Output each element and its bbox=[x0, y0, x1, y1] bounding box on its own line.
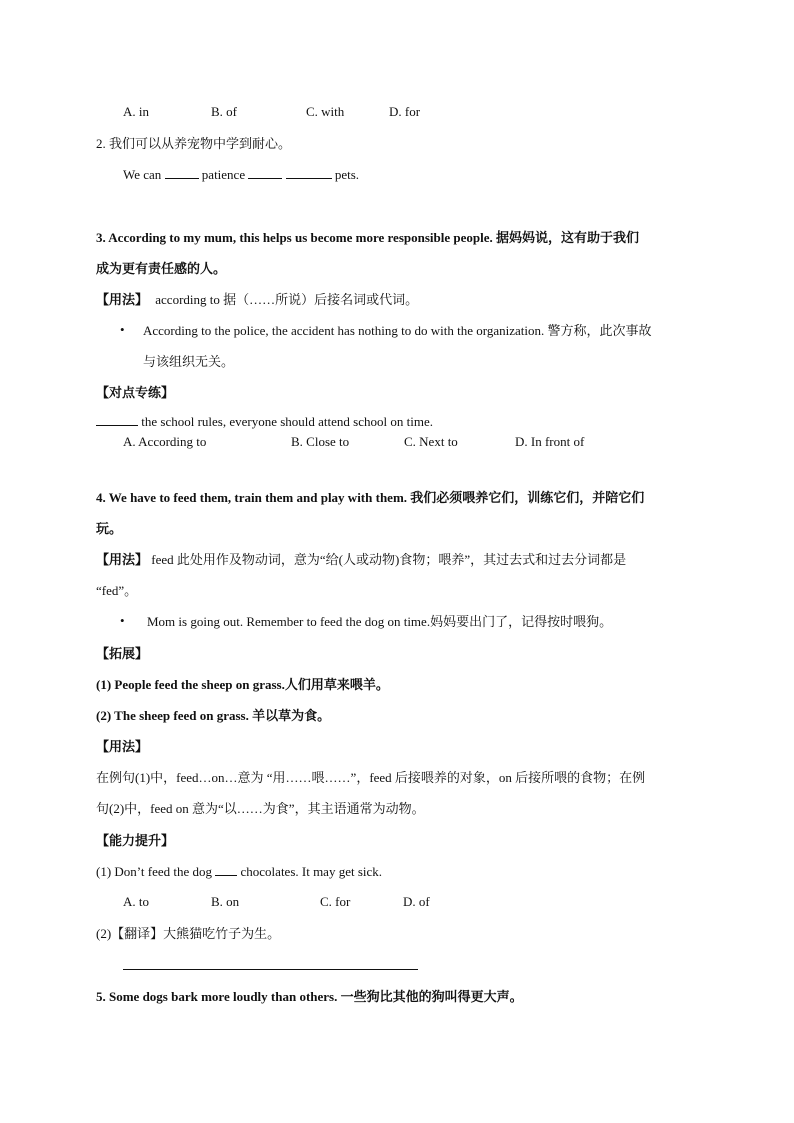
option-b: B. Close to bbox=[291, 434, 350, 449]
s3-usage-text: according to 据（……所说）后接名词或代词。 bbox=[155, 292, 419, 307]
s3-usage bbox=[96, 291, 418, 309]
s4-expand-2: (2) The sheep feed on grass. 羊以草为食。 bbox=[96, 708, 331, 723]
s4-usage2-line1: 在例句(1)中，feed…on…意为 “用……喂……”，feed 后接喂养的对象，on 后接所喂的食物；在例 bbox=[96, 770, 646, 785]
s3-practice-question bbox=[96, 413, 433, 431]
option-b: B. on bbox=[211, 894, 240, 909]
q2-chinese: 2. 我们可以从养宠物中学到耐心。 bbox=[96, 136, 292, 151]
s3-heading-line2: 成为更有责任感的人。 bbox=[96, 261, 227, 276]
s4-example: Mom is going out. Remember to feed the dog on time.妈妈要出门了，记得按时喂狗。 bbox=[147, 614, 613, 629]
s4-usage-text-line2: “fed”。 bbox=[96, 583, 138, 598]
q2-blank-2[interactable] bbox=[248, 166, 282, 179]
s4-ability-q1-part-b: chocolates. It may get sick. bbox=[240, 864, 383, 879]
option-d: D. for bbox=[389, 104, 421, 119]
option-d: D. of bbox=[403, 894, 430, 909]
s4-heading-line2: 玩。 bbox=[96, 521, 123, 536]
s4-heading-line1: 4. We have to feed them, train them and play with them. 我们必须喂养它们，训练它们，并陪它们 bbox=[96, 490, 645, 505]
q2-part-2: patience bbox=[201, 167, 246, 182]
q2-blank-1[interactable] bbox=[165, 166, 199, 179]
q2-part-1: We can bbox=[123, 167, 162, 182]
s4-ability-q2: (2)【翻译】大熊猫吃竹子为生。 bbox=[96, 926, 281, 941]
s4-usage-text-line1: feed 此处用作及物动词，意为“给(人或动物)食物；喂养”，其过去式和过去分词都是 bbox=[151, 552, 627, 567]
s4-usage2-line2: 句(2)中，feed on 意为“以……为食”，其主语通常为动物。 bbox=[96, 801, 425, 816]
s3-practice-blank[interactable] bbox=[96, 413, 138, 426]
s4-ability-q1-part-a: (1) Don’t feed the dog bbox=[96, 864, 213, 879]
s4-usage bbox=[96, 551, 626, 569]
s4-ability-label: 【能力提升】 bbox=[96, 833, 175, 848]
s5-heading: 5. Some dogs bark more loudly than others. 一些狗比其他的狗叫得更大声。 bbox=[96, 989, 523, 1004]
s4-expand-label: 【拓展】 bbox=[96, 646, 149, 661]
s3-usage-label: 【用法】 bbox=[96, 292, 149, 307]
s3-heading-line1: 3. According to my mum, this helps us become more responsible people. 据妈妈说，这有助于我们 bbox=[96, 230, 639, 245]
s3-bullet: • bbox=[120, 322, 125, 337]
option-a: A. According to bbox=[123, 434, 207, 449]
option-a: A. in bbox=[123, 104, 149, 119]
s3-example-line2: 与该组织无关。 bbox=[143, 354, 235, 369]
option-c: C. Next to bbox=[404, 434, 458, 449]
option-c: C. for bbox=[320, 894, 351, 909]
s3-practice-text: the school rules, everyone should attend school on time. bbox=[141, 414, 433, 429]
s4-ability-q1 bbox=[96, 863, 382, 881]
s4-answer-line[interactable] bbox=[123, 969, 418, 970]
q2-english bbox=[123, 166, 359, 184]
s3-practice-label: 【对点专练】 bbox=[96, 385, 175, 400]
option-a: A. to bbox=[123, 894, 149, 909]
s3-example-line1: According to the police, the accident has nothing to do with the organization. 警方称，此次事故 bbox=[143, 323, 652, 338]
q2-part-3: pets. bbox=[334, 167, 360, 182]
s4-bullet: • bbox=[120, 613, 125, 628]
s4-usage-label: 【用法】 bbox=[96, 552, 149, 567]
option-d: D. In front of bbox=[515, 434, 585, 449]
q2-blank-3[interactable] bbox=[286, 166, 332, 179]
s4-expand-1: (1) People feed the sheep on grass.人们用草来喂羊。 bbox=[96, 677, 389, 692]
s4-ability-q1-blank[interactable] bbox=[215, 863, 237, 876]
option-b: B. of bbox=[211, 104, 237, 119]
option-c: C. with bbox=[306, 104, 345, 119]
s4-usage2-label: 【用法】 bbox=[96, 739, 149, 754]
